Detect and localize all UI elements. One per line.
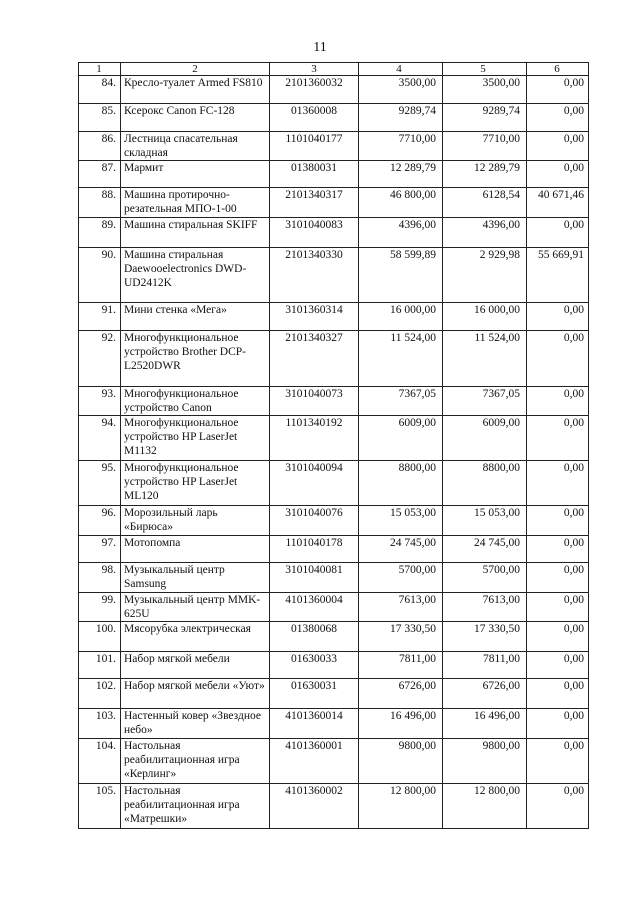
col4-value: 7811,00: [359, 652, 443, 679]
table-row: [79, 331, 589, 387]
col4-value: 7367,05: [359, 387, 443, 416]
col5-value: 17 330,50: [443, 622, 527, 652]
col5-value: 7710,00: [443, 132, 527, 161]
table-row: [79, 416, 589, 461]
inventory-code: 3101040076: [270, 506, 359, 536]
col6-value: 40 671,46: [527, 188, 589, 218]
row-number: 101.: [79, 652, 121, 679]
row-number: 103.: [79, 709, 121, 739]
col4-value: 8800,00: [359, 461, 443, 506]
item-name: Мини стенка «Мега»: [121, 303, 270, 331]
table-row: [79, 218, 589, 248]
row-number: 89.: [79, 218, 121, 248]
row-number: 100.: [79, 622, 121, 652]
col6-value: 0,00: [527, 161, 589, 188]
col4-value: 5700,00: [359, 563, 443, 593]
page-number: 11: [313, 40, 327, 55]
col5-value: 8800,00: [443, 461, 527, 506]
col4-value: 7710,00: [359, 132, 443, 161]
item-name: Набор мягкой мебели: [121, 652, 270, 679]
item-name: Набор мягкой мебели «Уют»: [121, 679, 270, 709]
col6-value: 0,00: [527, 536, 589, 563]
col6-value: 0,00: [527, 506, 589, 536]
header-cell: 4: [359, 63, 443, 76]
row-number: 97.: [79, 536, 121, 563]
inventory-code: 4101360004: [270, 593, 359, 622]
row-number: 92.: [79, 331, 121, 387]
inventory-code: 4101360001: [270, 739, 359, 784]
table-row: [79, 303, 589, 331]
col6-value: 0,00: [527, 303, 589, 331]
col5-value: 3500,00: [443, 76, 527, 104]
col6-value: 0,00: [527, 387, 589, 416]
col6-value: 0,00: [527, 416, 589, 461]
row-number: 88.: [79, 188, 121, 218]
col4-value: 58 599,89: [359, 248, 443, 303]
row-number: 99.: [79, 593, 121, 622]
col4-value: 11 524,00: [359, 331, 443, 387]
item-name: Многофункциональное устройство Brother DCP-L2520DWR: [121, 331, 270, 387]
item-name: Многофункциональное устройство HP LaserJet M1132: [121, 416, 270, 461]
table-row: [79, 76, 589, 104]
col6-value: 55 669,91: [527, 248, 589, 303]
inventory-code: 2101340327: [270, 331, 359, 387]
table-row: [79, 161, 589, 188]
item-name: Мясорубка электрическая: [121, 622, 270, 652]
col5-value: 5700,00: [443, 563, 527, 593]
inventory-code: 1101040178: [270, 536, 359, 563]
row-number: 94.: [79, 416, 121, 461]
col5-value: 15 053,00: [443, 506, 527, 536]
col5-value: 6009,00: [443, 416, 527, 461]
col4-value: 3500,00: [359, 76, 443, 104]
item-name: Настольная реабилитационная игра «Керлинг»: [121, 739, 270, 784]
item-name: Мотопомпа: [121, 536, 270, 563]
col4-value: 4396,00: [359, 218, 443, 248]
item-name: Музыкальный центр MMK-625U: [121, 593, 270, 622]
header-cell: 6: [527, 63, 589, 76]
item-name: Многофункциональное устройство Canon: [121, 387, 270, 416]
inventory-code: 3101040094: [270, 461, 359, 506]
col6-value: 0,00: [527, 709, 589, 739]
table-body: [79, 63, 589, 829]
item-name: Мармит: [121, 161, 270, 188]
item-name: Настольная реабилитационная игра «Матрешки»: [121, 784, 270, 829]
table-row: [79, 104, 589, 132]
col4-value: 6726,00: [359, 679, 443, 709]
col6-value: 0,00: [527, 593, 589, 622]
col6-value: 0,00: [527, 331, 589, 387]
item-name: Машина стиральная SKIFF: [121, 218, 270, 248]
table-row: [79, 709, 589, 739]
table-row: [79, 248, 589, 303]
item-name: Многофункциональное устройство HP LaserJet ML120: [121, 461, 270, 506]
table-row: [79, 593, 589, 622]
item-name: Ксерокс Canon FC-128: [121, 104, 270, 132]
col5-value: 7613,00: [443, 593, 527, 622]
inventory-code: 4101360014: [270, 709, 359, 739]
col4-value: 17 330,50: [359, 622, 443, 652]
col6-value: 0,00: [527, 784, 589, 829]
table-row: [79, 536, 589, 563]
row-number: 86.: [79, 132, 121, 161]
inventory-code: 3101040081: [270, 563, 359, 593]
table-row: [79, 506, 589, 536]
col6-value: 0,00: [527, 76, 589, 104]
header-cell: 3: [270, 63, 359, 76]
inventory-code: 4101360002: [270, 784, 359, 829]
inventory-code: 3101040073: [270, 387, 359, 416]
col5-value: 12 800,00: [443, 784, 527, 829]
col4-value: 46 800,00: [359, 188, 443, 218]
row-number: 95.: [79, 461, 121, 506]
col6-value: 0,00: [527, 739, 589, 784]
row-number: 105.: [79, 784, 121, 829]
item-name: Машина протирочно-резательная МПО-1-00: [121, 188, 270, 218]
table-row: [79, 652, 589, 679]
inventory-code: 1101340192: [270, 416, 359, 461]
col5-value: 4396,00: [443, 218, 527, 248]
inventory-code: 01360008: [270, 104, 359, 132]
table-row: [79, 132, 589, 161]
item-name: Музыкальный центр Samsung: [121, 563, 270, 593]
col6-value: 0,00: [527, 622, 589, 652]
col5-value: 24 745,00: [443, 536, 527, 563]
table-row: [79, 679, 589, 709]
row-number: 96.: [79, 506, 121, 536]
row-number: 102.: [79, 679, 121, 709]
col5-value: 12 289,79: [443, 161, 527, 188]
row-number: 84.: [79, 76, 121, 104]
row-number: 104.: [79, 739, 121, 784]
col6-value: 0,00: [527, 652, 589, 679]
header-cell: 1: [79, 63, 121, 76]
header-cell: 5: [443, 63, 527, 76]
table-row: [79, 461, 589, 506]
table-row: [79, 563, 589, 593]
table-row: [79, 739, 589, 784]
col6-value: 0,00: [527, 218, 589, 248]
inventory-code: 01380068: [270, 622, 359, 652]
table-row: [79, 622, 589, 652]
col4-value: 12 289,79: [359, 161, 443, 188]
col5-value: 16 000,00: [443, 303, 527, 331]
col4-value: 7613,00: [359, 593, 443, 622]
row-number: 91.: [79, 303, 121, 331]
col4-value: 15 053,00: [359, 506, 443, 536]
inventory-code: 01630031: [270, 679, 359, 709]
header-row: [79, 63, 589, 76]
row-number: 93.: [79, 387, 121, 416]
table-row: [79, 784, 589, 829]
inventory-code: 01380031: [270, 161, 359, 188]
inventory-table: [78, 62, 589, 829]
col5-value: 9800,00: [443, 739, 527, 784]
table-row: [79, 188, 589, 218]
col4-value: 16 496,00: [359, 709, 443, 739]
row-number: 90.: [79, 248, 121, 303]
inventory-code: 2101340317: [270, 188, 359, 218]
col6-value: 0,00: [527, 461, 589, 506]
col4-value: 6009,00: [359, 416, 443, 461]
col6-value: 0,00: [527, 679, 589, 709]
col6-value: 0,00: [527, 563, 589, 593]
inventory-code: 3101360314: [270, 303, 359, 331]
col4-value: 24 745,00: [359, 536, 443, 563]
inventory-code: 1101040177: [270, 132, 359, 161]
col4-value: 9800,00: [359, 739, 443, 784]
table-row: [79, 387, 589, 416]
inventory-code: 2101340330: [270, 248, 359, 303]
col4-value: 9289,74: [359, 104, 443, 132]
col4-value: 16 000,00: [359, 303, 443, 331]
col5-value: 9289,74: [443, 104, 527, 132]
item-name: Морозильный ларь «Бирюса»: [121, 506, 270, 536]
inventory-code: 01630033: [270, 652, 359, 679]
col5-value: 16 496,00: [443, 709, 527, 739]
col6-value: 0,00: [527, 104, 589, 132]
col5-value: 7367,05: [443, 387, 527, 416]
item-name: Лестница спасательная складная: [121, 132, 270, 161]
header-cell: 2: [121, 63, 270, 76]
item-name: Машина стиральная Daewooelectronics DWD-UD2412K: [121, 248, 270, 303]
item-name: Настенный ковер «Звездное небо»: [121, 709, 270, 739]
col5-value: 2 929,98: [443, 248, 527, 303]
col5-value: 6726,00: [443, 679, 527, 709]
inventory-code: 2101360032: [270, 76, 359, 104]
row-number: 98.: [79, 563, 121, 593]
col6-value: 0,00: [527, 132, 589, 161]
item-name: Кресло-туалет Armed FS810: [121, 76, 270, 104]
col5-value: 6128,54: [443, 188, 527, 218]
row-number: 85.: [79, 104, 121, 132]
col5-value: 7811,00: [443, 652, 527, 679]
row-number: 87.: [79, 161, 121, 188]
col5-value: 11 524,00: [443, 331, 527, 387]
col4-value: 12 800,00: [359, 784, 443, 829]
inventory-code: 3101040083: [270, 218, 359, 248]
